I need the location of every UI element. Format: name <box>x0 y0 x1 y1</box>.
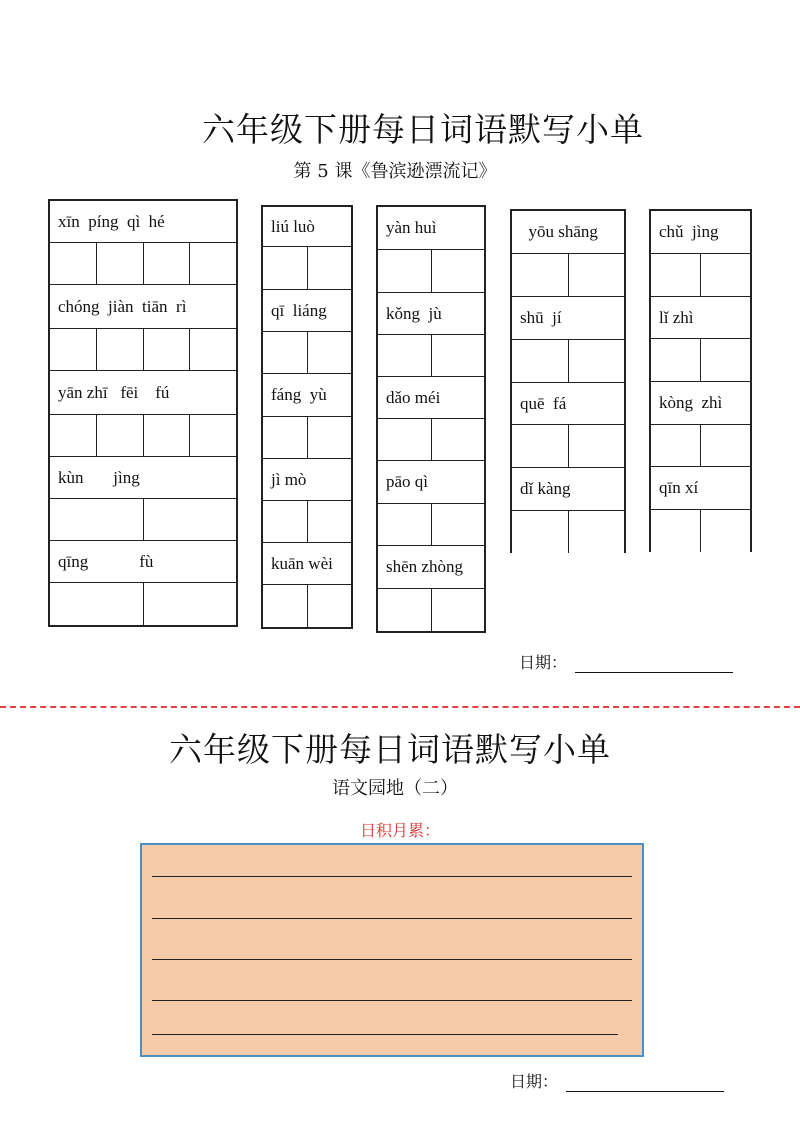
answer-cell[interactable] <box>432 419 485 460</box>
pinyin-label: dǎo méi <box>378 377 484 419</box>
answer-cell[interactable] <box>701 425 750 466</box>
pinyin-label: fáng yù <box>263 374 351 417</box>
pinyin-label: yān zhī fēi fú <box>50 371 236 415</box>
pinyin-label: chǔ jìng <box>651 211 750 254</box>
word-column-5 <box>649 209 752 552</box>
answer-cell[interactable] <box>651 510 701 552</box>
answer-cell[interactable] <box>263 585 308 627</box>
word-column-1 <box>48 199 238 627</box>
answer-cell[interactable] <box>50 583 144 625</box>
answer-cell[interactable] <box>263 501 308 542</box>
answer-boxes <box>378 335 484 377</box>
answer-cell[interactable] <box>144 329 191 370</box>
answer-boxes <box>263 247 351 290</box>
answer-boxes <box>512 254 624 297</box>
answer-boxes <box>263 332 351 374</box>
bottom-subtitle: 语文园地（二） <box>332 778 458 799</box>
pinyin-label: shū jí <box>512 297 624 340</box>
answer-cell[interactable] <box>432 335 485 376</box>
pinyin-label: shēn zhòng <box>378 546 484 589</box>
writing-line[interactable] <box>152 918 632 919</box>
answer-cell[interactable] <box>432 504 485 545</box>
answer-boxes <box>378 589 484 631</box>
writing-line[interactable] <box>152 1034 618 1035</box>
answer-cell[interactable] <box>569 340 625 382</box>
top-title: 六年级下册每日词语默写小单 <box>202 110 644 149</box>
answer-cell[interactable] <box>432 250 485 292</box>
answer-cell[interactable] <box>308 247 352 289</box>
answer-cell[interactable] <box>97 243 144 284</box>
writing-box <box>140 843 644 1057</box>
answer-cell[interactable] <box>190 243 236 284</box>
writing-line[interactable] <box>152 876 632 877</box>
answer-cell[interactable] <box>308 501 352 542</box>
answer-boxes <box>512 425 624 468</box>
pinyin-label: yōu shāng <box>512 211 624 254</box>
answer-cell[interactable] <box>263 247 308 289</box>
section-label: 日积月累： <box>359 821 440 840</box>
word-column-2 <box>261 205 353 629</box>
top-date-line[interactable] <box>575 671 733 673</box>
dashed-divider <box>0 706 800 708</box>
answer-cell[interactable] <box>651 339 701 381</box>
word-column-4 <box>510 209 626 553</box>
bottom-title: 六年级下册每日词语默写小单 <box>169 730 611 769</box>
bottom-date-label: 日期： <box>510 1072 559 1091</box>
writing-line[interactable] <box>152 1000 632 1001</box>
pinyin-label: liú luò <box>263 207 351 247</box>
answer-boxes <box>50 329 236 371</box>
pinyin-label: dǐ kàng <box>512 468 624 511</box>
word-column-3 <box>376 205 486 633</box>
answer-cell[interactable] <box>378 335 432 376</box>
answer-cell[interactable] <box>263 417 308 458</box>
answer-cell[interactable] <box>651 254 701 296</box>
answer-cell[interactable] <box>569 511 625 553</box>
pinyin-label: qīng fù <box>50 541 236 583</box>
pinyin-label: yàn huì <box>378 207 484 250</box>
answer-cell[interactable] <box>144 583 237 625</box>
answer-boxes <box>50 583 236 625</box>
answer-cell[interactable] <box>144 415 191 456</box>
answer-boxes <box>50 499 236 541</box>
pinyin-label: xīn píng qì hé <box>50 201 236 243</box>
writing-line[interactable] <box>152 959 632 960</box>
answer-boxes <box>512 511 624 553</box>
answer-boxes <box>378 419 484 461</box>
answer-cell[interactable] <box>308 332 352 373</box>
answer-cell[interactable] <box>512 340 569 382</box>
answer-cell[interactable] <box>190 415 236 456</box>
answer-boxes <box>651 510 750 552</box>
pinyin-label: qīn xí <box>651 467 750 510</box>
answer-cell[interactable] <box>378 589 432 631</box>
pinyin-label: kǒng jù <box>378 293 484 335</box>
answer-cell[interactable] <box>512 254 569 296</box>
answer-boxes <box>651 339 750 382</box>
answer-cell[interactable] <box>512 425 569 467</box>
answer-cell[interactable] <box>701 339 750 381</box>
answer-cell[interactable] <box>190 329 236 370</box>
answer-boxes <box>50 415 236 457</box>
top-date <box>519 650 733 673</box>
pinyin-label: quē fá <box>512 383 624 425</box>
pinyin-label: kùn jìng <box>50 457 236 499</box>
bottom-date-line[interactable] <box>566 1090 724 1092</box>
answer-boxes <box>263 417 351 459</box>
answer-cell[interactable] <box>50 415 97 456</box>
answer-cell[interactable] <box>378 250 432 292</box>
answer-boxes <box>512 340 624 383</box>
answer-boxes <box>651 425 750 467</box>
answer-cell[interactable] <box>432 589 485 631</box>
answer-cell[interactable] <box>97 415 144 456</box>
answer-boxes <box>651 254 750 297</box>
top-subtitle: 第 5 课《鲁滨逊漂流记》 <box>293 161 497 182</box>
pinyin-label: kòng zhì <box>651 382 750 425</box>
answer-boxes <box>263 501 351 543</box>
answer-cell[interactable] <box>50 329 97 370</box>
answer-cell[interactable] <box>701 254 750 296</box>
pinyin-label: chóng jiàn tiān rì <box>50 285 236 329</box>
answer-cell[interactable] <box>701 510 750 552</box>
answer-cell[interactable] <box>144 243 191 284</box>
answer-cell[interactable] <box>512 511 569 553</box>
pinyin-label: jì mò <box>263 459 351 501</box>
pinyin-label: kuān wèi <box>263 543 351 585</box>
answer-boxes <box>50 243 236 285</box>
answer-cell[interactable] <box>263 332 308 373</box>
answer-cell[interactable] <box>378 504 432 545</box>
answer-cell[interactable] <box>97 329 144 370</box>
pinyin-label: pāo qì <box>378 461 484 504</box>
bottom-date <box>510 1069 724 1092</box>
pinyin-label: qī liáng <box>263 290 351 332</box>
answer-boxes <box>378 504 484 546</box>
answer-cell[interactable] <box>378 419 432 460</box>
pinyin-label: lǐ zhì <box>651 297 750 339</box>
answer-boxes <box>378 250 484 293</box>
answer-boxes <box>263 585 351 627</box>
answer-cell[interactable] <box>569 254 625 296</box>
answer-cell[interactable] <box>651 425 701 466</box>
answer-cell[interactable] <box>308 585 352 627</box>
answer-cell[interactable] <box>50 243 97 284</box>
answer-cell[interactable] <box>569 425 625 467</box>
answer-cell[interactable] <box>144 499 237 540</box>
top-date-label: 日期： <box>519 653 568 672</box>
answer-cell[interactable] <box>50 499 144 540</box>
answer-cell[interactable] <box>308 417 352 458</box>
